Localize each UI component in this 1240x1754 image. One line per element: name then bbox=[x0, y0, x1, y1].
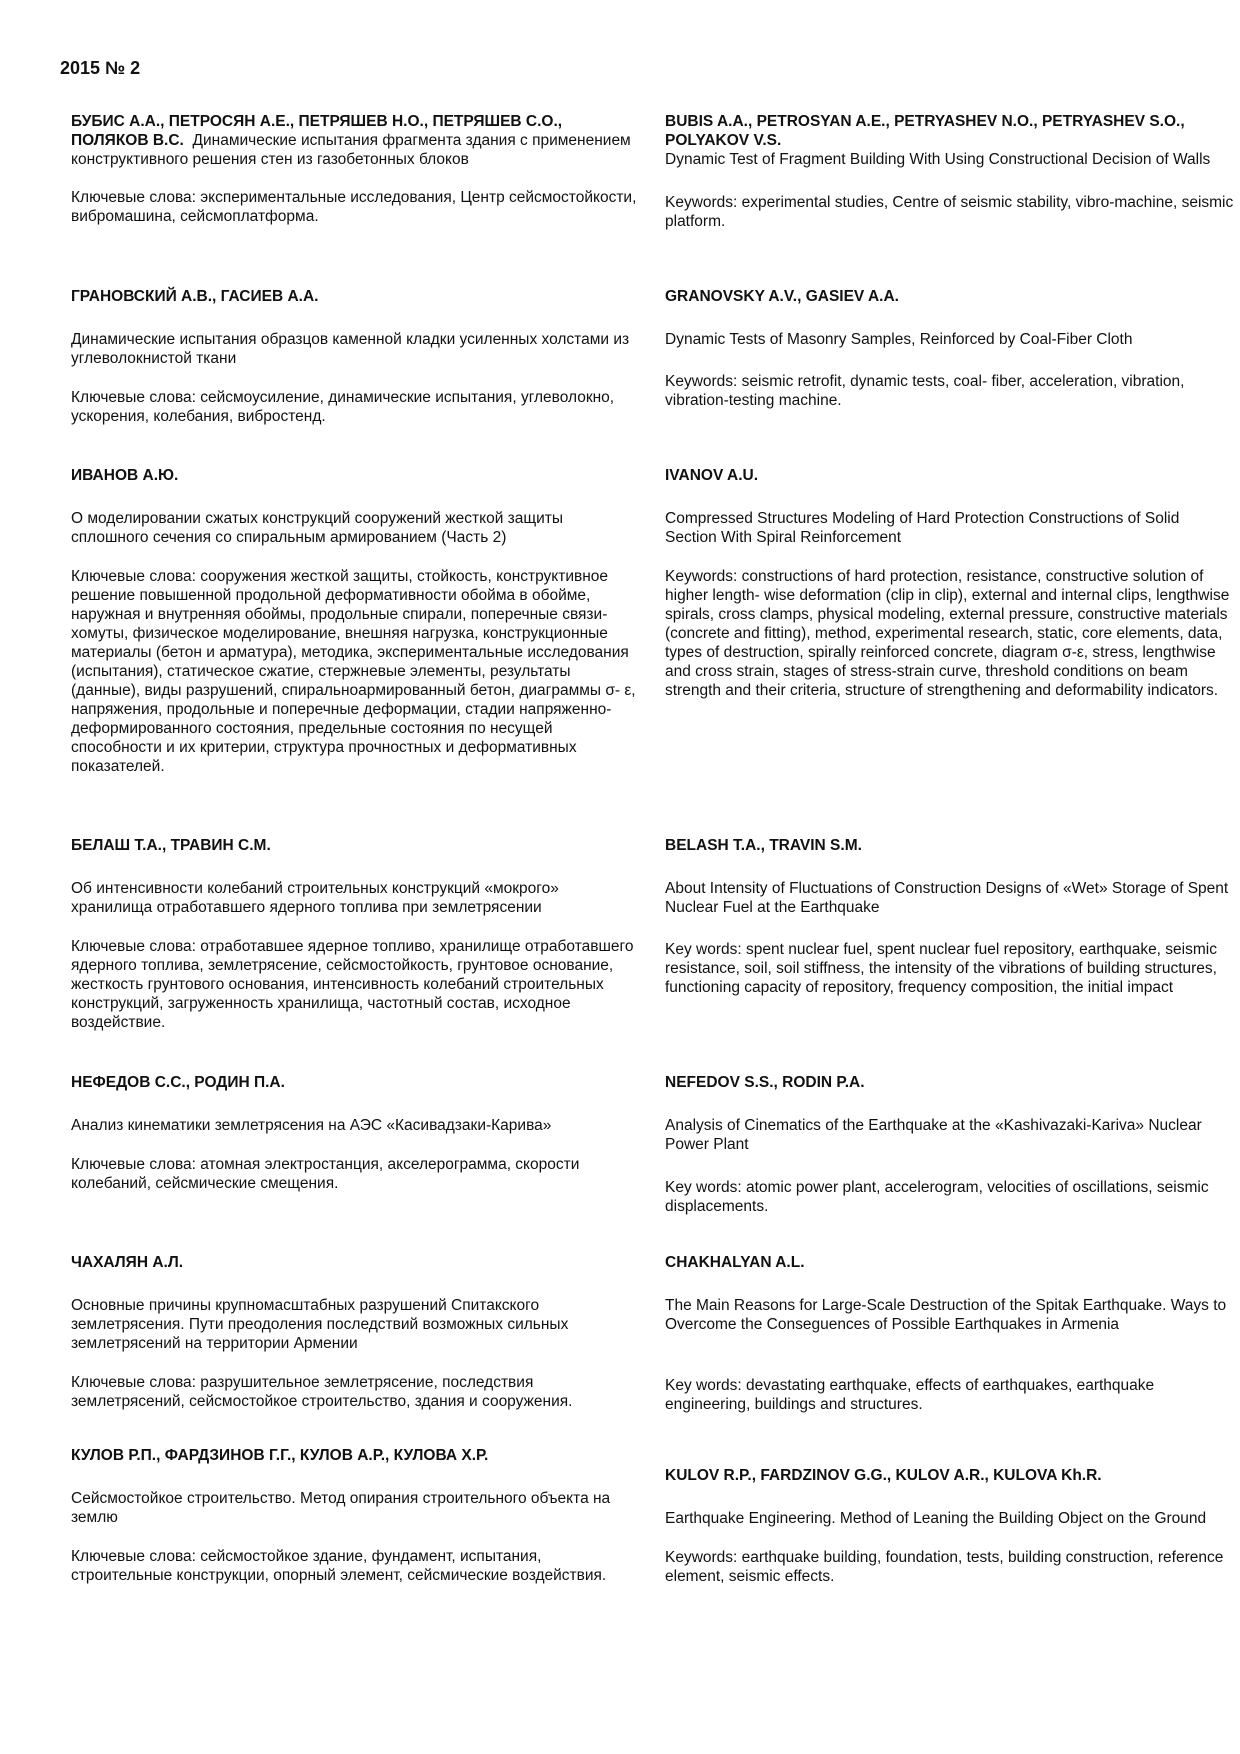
article-authors: KULOV R.P., FARDZINOV G.G., KULOV A.R., KULOVA Kh.R. bbox=[665, 1467, 1102, 1484]
article-keywords: Ключевые слова: атомная электростанция, акселерограмма, скорости колебаний, сейсмические смещения. bbox=[71, 1156, 580, 1192]
article-title: Dynamic Tests of Masonry Samples, Reinforced by Coal-Fiber Cloth bbox=[665, 331, 1133, 348]
article-1-en bbox=[665, 112, 1235, 231]
article-title: Анализ кинематики землетрясения на АЭС «Касивадзаки-Карива» bbox=[71, 1117, 552, 1134]
article-keywords: Key words: atomic power plant, accelerogram, velocities of oscillations, seismic displacements. bbox=[665, 1179, 1209, 1215]
article-title: About Intensity of Fluctuations of Construction Designs of «Wet» Storage of Spent Nuclear Fuel at the Earthquake bbox=[665, 880, 1229, 916]
article-title: Analysis of Cinematics of the Earthquake at the «Kashivazaki-Kariva» Nuclear Power Plant bbox=[665, 1117, 1202, 1153]
article-keywords: Key words: spent nuclear fuel, spent nuclear fuel repository, earthquake, seismic resistance, soil, soil stiffness, the intensity of the vibrations of building structures, functioning capacity of repository, frequency composition, the initial impact bbox=[665, 941, 1217, 996]
article-authors: BUBIS A.A., PETROSYAN A.E., PETRYASHEV N.O., PETRYASHEV S.O., POLYAKOV V.S. bbox=[665, 113, 1185, 149]
article-keywords: Keywords: experimental studies, Centre of seismic stability, vibro-machine, seismic platform. bbox=[665, 194, 1234, 230]
article-2-en bbox=[665, 287, 1235, 410]
article-authors: БЕЛАШ Т.А., ТРАВИН С.М. bbox=[71, 837, 271, 854]
article-4-en bbox=[665, 836, 1235, 997]
article-authors: BELASH T.A., TRAVIN S.M. bbox=[665, 837, 862, 854]
article-7-en bbox=[665, 1466, 1235, 1586]
article-authors: ГРАНОВСКИЙ А.В., ГАСИЕВ А.А. bbox=[71, 288, 319, 305]
article-2-ru bbox=[71, 287, 641, 426]
article-3-en bbox=[665, 466, 1235, 700]
article-keywords: Ключевые слова: сейсмостойкое здание, фундамент, испытания, строительные конструкции, опорный элемент, сейсмические воздействия. bbox=[71, 1548, 607, 1584]
article-authors: NEFEDOV S.S., RODIN P.A. bbox=[665, 1074, 865, 1091]
article-title: Об интенсивности колебаний строительных конструкций «мокрого» хранилища отработавшего ядерного топлива при землетрясении bbox=[71, 880, 559, 916]
article-keywords: Key words: devastating earthquake, effects of earthquakes, earthquake engineering, buildings and structures. bbox=[665, 1377, 1155, 1413]
article-keywords: Ключевые слова: сооружения жесткой защиты, стойкость, конструктивное решение повышенной продольной деформативности обойма в обойме, наружная и внутренняя обоймы, продольные спирали, поперечные связи- хомуты, физическое моделирование, внешняя нагрузка, конструкционные материалы (бетон и арматура), методика, экспериментальные исследования (испытания), статическое сжатие, стержневые элементы, результаты (данные), виды разрушений, спиральноармированный бетон, диаграммы σ- ε, напряжения, продольные и поперечные деформации, стадии напряженно-деформированного состояния, предельные состояния по несущей способности и их критерии, структура прочностных и деформативных показателей. bbox=[71, 568, 636, 775]
article-title: Основные причины крупномасштабных разрушений Спитакского землетрясения. Пути преодоления последствий возможных сильных землетрясений на территории Армении bbox=[71, 1297, 569, 1352]
article-authors: ЧАХАЛЯН А.Л. bbox=[71, 1254, 184, 1271]
article-title: Compressed Structures Modeling of Hard Protection Constructions of Solid Section With Spiral Reinforcement bbox=[665, 510, 1180, 546]
article-keywords: Ключевые слова: разрушительное землетрясение, последствия землетрясений, сейсмостойкое строительство, здания и сооружения. bbox=[71, 1374, 573, 1410]
article-title: The Main Reasons for Large-Scale Destruction of the Spitak Earthquake. Ways to Overcome the Conseguences of Possible Earthquakes in Armenia bbox=[665, 1297, 1227, 1333]
article-authors: БУБИС А.А., ПЕТРОСЯН А.Е., ПЕТРЯШЕВ Н.О., ПЕТРЯШЕВ С.О., ПОЛЯКОВ В.С. bbox=[71, 113, 563, 149]
article-6-ru bbox=[71, 1253, 641, 1411]
article-authors: GRANOVSKY A.V., GASIEV A.A. bbox=[665, 288, 899, 305]
article-4-ru bbox=[71, 836, 641, 1032]
article-keywords: Ключевые слова: отработавшее ядерное топливо, хранилище отработавшего ядерного топлива, землетрясение, сейсмостойкость, грунтовое основание, жесткость грунтового основания, интенсивность колебаний строительных конструкций, загруженность хранилища, частотный состав, исходное воздействие. bbox=[71, 938, 634, 1031]
article-title: Dynamic Test of Fragment Building With Using Constructional Decision of Walls bbox=[665, 151, 1211, 168]
article-keywords: Ключевые слова: экспериментальные исследования, Центр сейсмостойкости, вибромашина, сейсмоплатформа. bbox=[71, 189, 637, 225]
article-6-en bbox=[665, 1253, 1235, 1414]
issue-number: 2015 № 2 bbox=[60, 58, 141, 78]
article-5-en bbox=[665, 1073, 1235, 1216]
article-authors: CHAKHALYAN A.L. bbox=[665, 1254, 805, 1271]
article-title: Earthquake Engineering. Method of Leaning the Building Object on the Ground bbox=[665, 1510, 1207, 1527]
article-title: Динамические испытания фрагмента здания с применением конструктивного решения стен из газобетонных блоков bbox=[71, 132, 631, 168]
article-3-ru bbox=[71, 466, 641, 776]
article-title: Динамические испытания образцов каменной кладки усиленных холстами из углеволокнистой ткани bbox=[71, 331, 630, 367]
article-title: Сейсмостойкое строительство. Метод опирания строительного объекта на землю bbox=[71, 1490, 611, 1526]
article-keywords: Keywords: constructions of hard protection, resistance, constructive solution of higher length- wise deformation (clip in clip), external and internal clips, lengthwise spirals, cross clamps, physical modeling, external pressure, constructive materials (concrete and fitting), method, experimental research, static, core elements, data, types of destruction, spirally reinforced concrete, diagram σ-ε, stress, lengthwise and cross strain, stages of stress-strain curve, threshold conditions on beam strength and their criteria, structure of strengthening and deformability indicators. bbox=[665, 568, 1230, 699]
article-authors: КУЛОВ Р.П., ФАРДЗИНОВ Г.Г., КУЛОВ А.Р., КУЛОВА Х.Р. bbox=[71, 1447, 489, 1464]
article-keywords: Keywords: earthquake building, foundation, tests, building construction, reference element, seismic effects. bbox=[665, 1549, 1224, 1585]
article-authors: ИВАНОВ А.Ю. bbox=[71, 467, 179, 484]
article-keywords: Ключевые слова: сейсмоусиление, динамические испытания, углеволокно, ускорения, колебания, вибростенд. bbox=[71, 389, 615, 425]
article-1-ru bbox=[71, 112, 641, 226]
article-title: О моделировании сжатых конструкций сооружений жесткой защиты сплошного сечения со спиральным армированием (Часть 2) bbox=[71, 510, 564, 546]
article-7-ru bbox=[71, 1446, 641, 1585]
article-authors: IVANOV A.U. bbox=[665, 467, 759, 484]
article-authors: НЕФЕДОВ С.С., РОДИН П.А. bbox=[71, 1074, 285, 1091]
article-5-ru bbox=[71, 1073, 641, 1193]
article-keywords: Keywords: seismic retrofit, dynamic tests, coal- fiber, acceleration, vibration, vibration-testing machine. bbox=[665, 373, 1185, 409]
